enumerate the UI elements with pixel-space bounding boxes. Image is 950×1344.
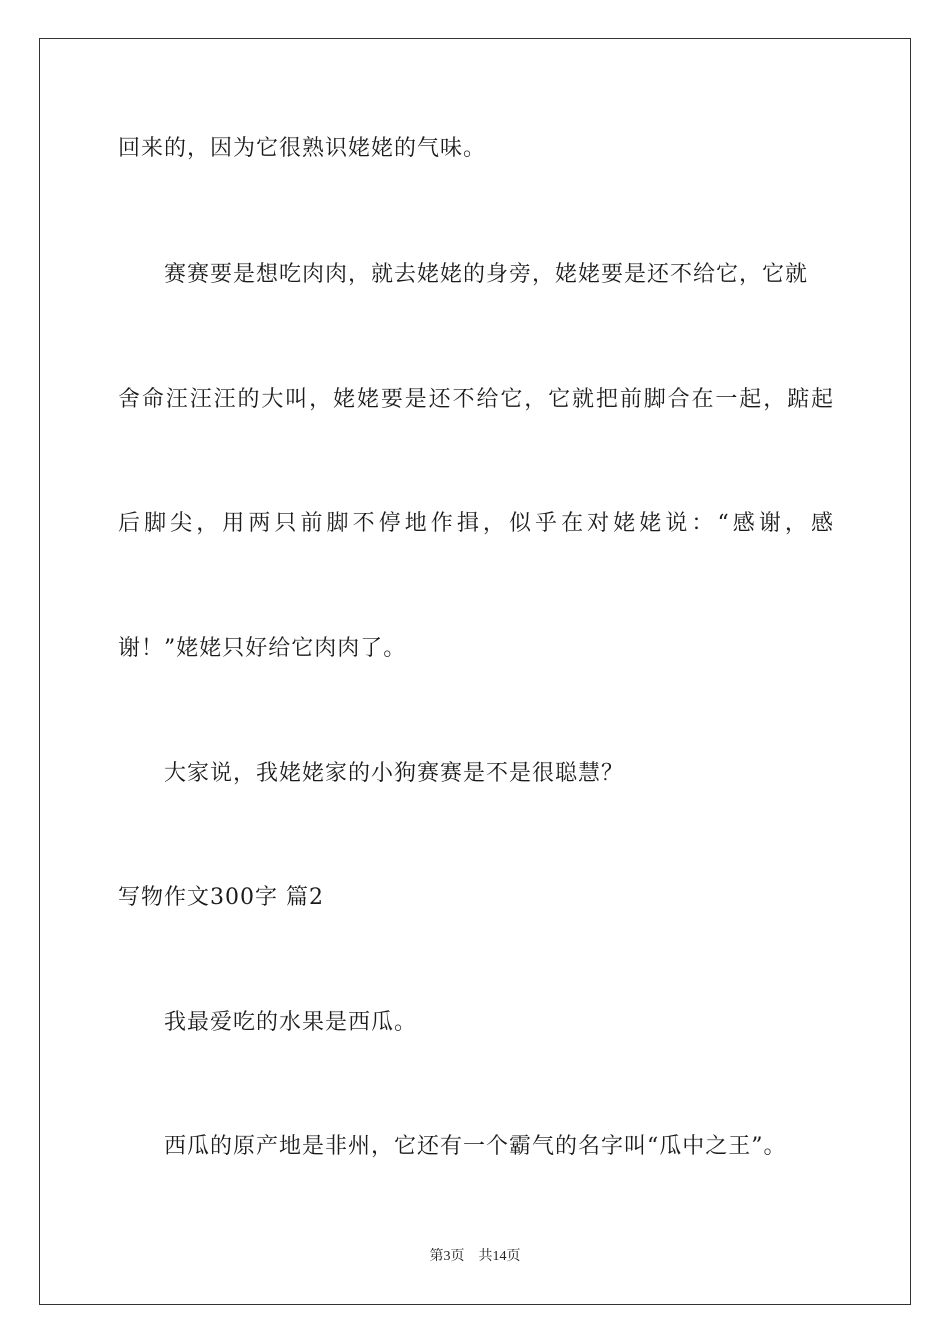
page-footer — [0, 1247, 950, 1267]
paragraph-line: 谢！”姥姥只好给它肉肉了。 — [118, 636, 407, 661]
section-heading: 写物作文300字 篇2 — [118, 885, 324, 910]
paragraph-line: 大家说，我姥姥家的小狗赛赛是不是很聪慧？ — [164, 761, 625, 786]
page-number: 第3页 — [429, 1249, 465, 1264]
paragraph-line: 西瓜的原产地是非州，它还有一个霸气的名字叫“瓜中之王”。 — [164, 1134, 787, 1159]
paragraph-line: 舍命汪汪汪的大叫，姥姥要是还不给它，它就把前脚合在一起，踮起 — [118, 387, 833, 412]
paragraph-line: 回来的，因为它很熟识姥姥的气味。 — [118, 136, 487, 161]
page-total: 共14页 — [478, 1249, 521, 1264]
paragraph-line: 赛赛要是想吃肉肉，就去姥姥的身旁，姥姥要是还不给它，它就 — [164, 262, 809, 287]
paragraph-line: 我最爱吃的水果是西瓜。 — [164, 1010, 418, 1035]
page-border — [39, 38, 911, 1305]
paragraph-line: 后脚尖，用两只前脚不停地作揖，似乎在对姥姥说：“感谢，感 — [118, 511, 833, 536]
